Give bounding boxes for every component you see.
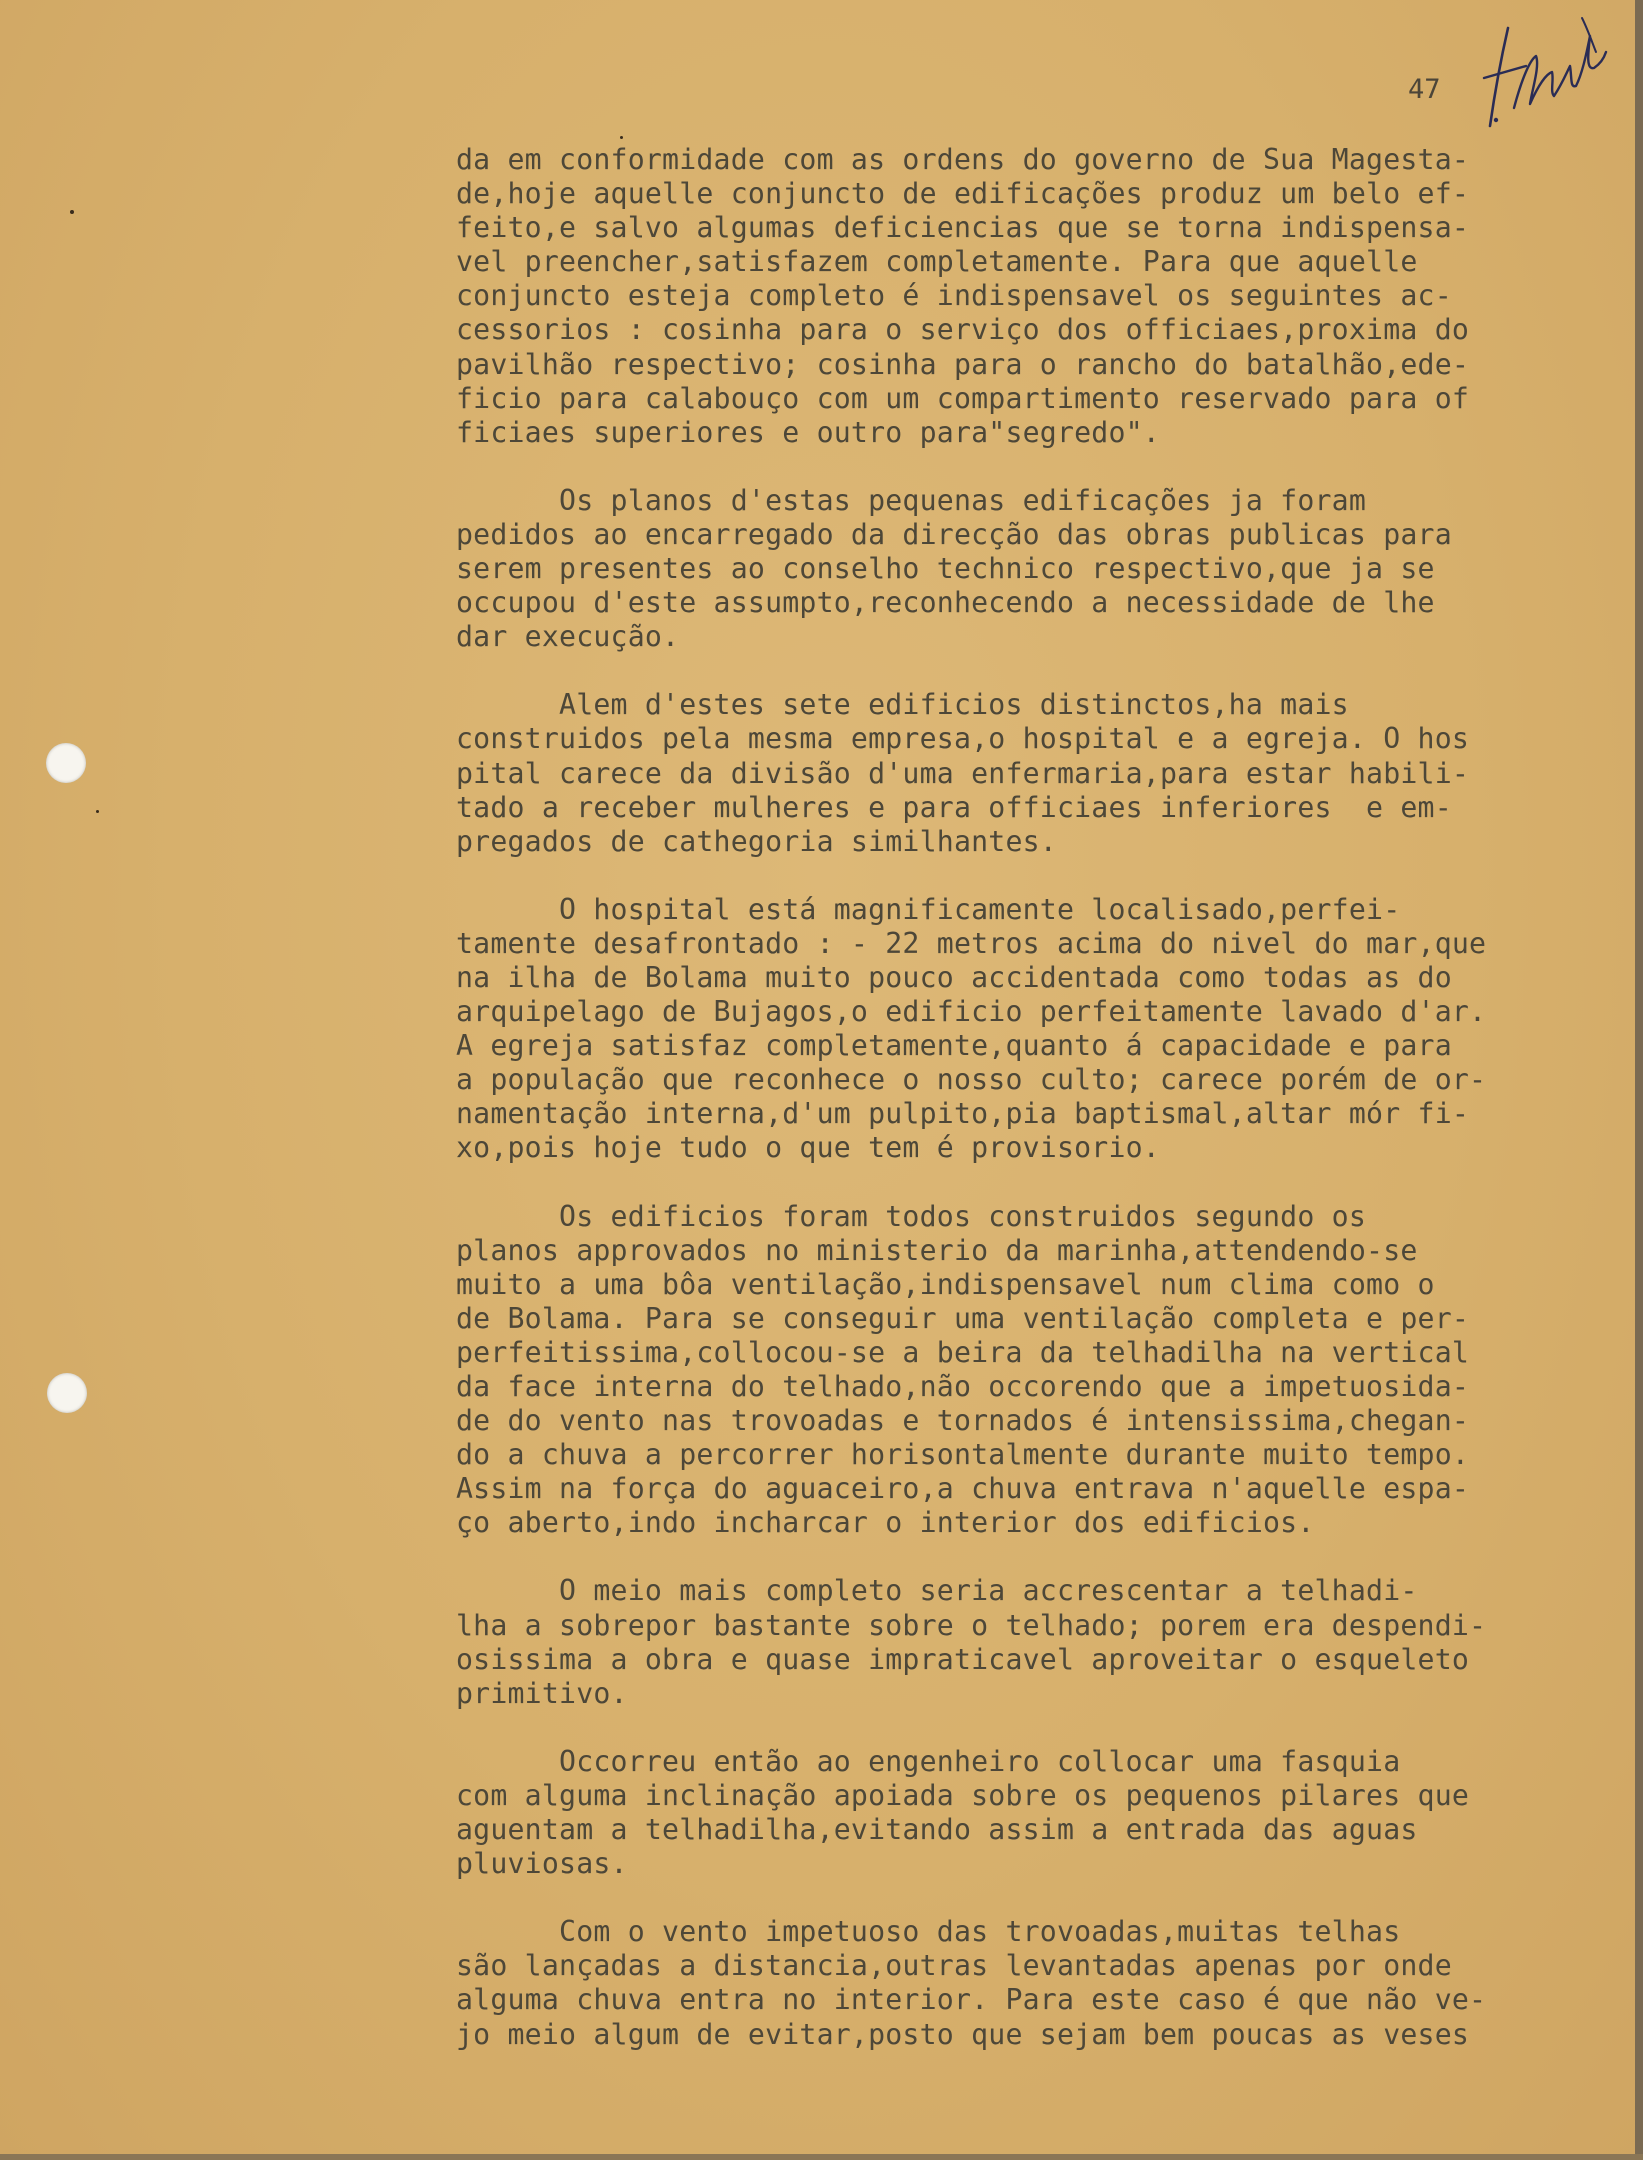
text-line: Os planos d'estas pequenas edificações ja foram <box>456 483 1367 517</box>
text-line: primitivo. <box>456 1676 628 1710</box>
text-line: perfeitissima,collocou-se a beira da telhadilha na vertical <box>456 1335 1470 1369</box>
typewritten-body <box>456 143 1636 2086</box>
text-line: construidos pela mesma empresa,o hospital e a egreja. O hos <box>456 722 1470 756</box>
text-line: a população que reconhece o nosso culto; carece porém de or- <box>456 1063 1487 1097</box>
text-line: dar execução. <box>456 620 680 654</box>
text-line: pluviosas. <box>456 1847 628 1881</box>
text-line: aguentam a telhadilha,evitando assim a entrada das aguas <box>456 1813 1418 1847</box>
text-line: pregados de cathegoria similhantes. <box>456 824 1057 858</box>
text-line: alguma chuva entra no interior. Para este caso é que não ve- <box>456 1983 1487 2017</box>
text-line: serem presentes ao conselho technico respectivo,que ja se <box>456 552 1435 586</box>
punch-hole-lower <box>47 1373 87 1413</box>
text-line: do a chuva a percorrer horisontalmente durante muito tempo. <box>456 1438 1470 1472</box>
text-line: muito a uma bôa ventilação,indispensavel num clima como o <box>456 1267 1435 1301</box>
text-line: planos approvados no ministerio da marinha,attendendo-se <box>456 1233 1418 1267</box>
page-edge-shadow <box>1635 0 1643 2160</box>
text-line: osissima a obra e quase impraticavel aproveitar o esqueleto <box>456 1642 1470 1676</box>
ink-speck <box>96 810 99 813</box>
paragraph-5 <box>456 1200 1636 1541</box>
punch-hole-upper <box>46 743 86 783</box>
text-line: ficiaes superiores e outro para"segredo". <box>456 415 1160 449</box>
text-line: jo meio algum de evitar,posto que sejam bem poucas as veses <box>456 2017 1470 2051</box>
ink-speck <box>70 210 74 214</box>
text-line: pedidos ao encarregado da direcção das obras publicas para <box>456 517 1452 551</box>
text-line: são lançadas a distancia,outras levantadas apenas por onde <box>456 1949 1452 1983</box>
text-line: cessorios : cosinha para o serviço dos officiaes,proxima do <box>456 313 1470 347</box>
paragraph-8 <box>456 1915 1636 2051</box>
paragraph-3 <box>456 688 1636 858</box>
text-line: tado a receber mulheres e para officiaes inferiores e em- <box>456 790 1452 824</box>
page-number: 47 <box>1408 74 1441 105</box>
handwritten-signature <box>1470 8 1610 138</box>
text-line: O meio mais completo seria accrescentar a telhadi- <box>456 1574 1418 1608</box>
text-line: namentação interna,d'um pulpito,pia baptismal,altar mór fi- <box>456 1097 1470 1131</box>
text-line: lha a sobrepor bastante sobre o telhado; porem era despendi- <box>456 1608 1487 1642</box>
text-line: Alem d'estes sete edificios distinctos,ha mais <box>456 688 1349 722</box>
text-line: na ilha de Bolama muito pouco accidentada como todas as do <box>456 960 1452 994</box>
text-line: conjuncto esteja completo é indispensavel os seguintes ac- <box>456 279 1452 313</box>
text-line: occupou d'este assumpto,reconhecendo a necessidade de lhe <box>456 586 1435 620</box>
text-line: Os edificios foram todos construidos segundo os <box>456 1199 1367 1233</box>
text-line: de,hoje aquelle conjuncto de edificações produz um belo ef- <box>456 177 1470 211</box>
text-line: da em conformidade com as ordens do governo de Sua Magesta- <box>456 143 1470 176</box>
page-bottom-edge <box>0 2154 1643 2160</box>
text-line: ficio para calabouço com um compartimento reservado para of <box>456 381 1470 415</box>
text-line: arquipelago de Bujagos,o edificio perfeitamente lavado d'ar. <box>456 995 1487 1029</box>
text-line: Occorreu então ao engenheiro collocar uma fasquia <box>456 1744 1401 1778</box>
text-line: tamente desafrontado : - 22 metros acima do nivel do mar,que <box>456 926 1487 960</box>
text-line: da face interna do telhado,não occorendo que a impetuosida- <box>456 1370 1470 1403</box>
text-line: O hospital está magnificamente localisado,perfei- <box>456 892 1401 926</box>
paragraph-1 <box>456 143 1636 450</box>
text-line: ço aberto,indo incharcar o interior dos edificios. <box>456 1506 1315 1540</box>
text-line: de Bolama. Para se conseguir uma ventilação completa e per- <box>456 1301 1470 1335</box>
paragraph-7 <box>456 1745 1636 1881</box>
text-line: de do vento nas trovoadas e tornados é intensissima,chegan- <box>456 1404 1470 1438</box>
text-line: pital carece da divisão d'uma enfermaria,para estar habili- <box>456 756 1470 790</box>
text-line: A egreja satisfaz completamente,quanto á capacidade e para <box>456 1029 1452 1063</box>
text-line: xo,pois hoje tudo o que tem é provisorio. <box>456 1131 1160 1165</box>
text-line: pavilhão respectivo; cosinha para o rancho do batalhão,ede- <box>456 347 1470 381</box>
text-line: Assim na força do aguaceiro,a chuva entrava n'aquelle espa- <box>456 1472 1470 1506</box>
paragraph-2 <box>456 484 1636 654</box>
ink-speck <box>620 136 623 139</box>
text-line: com alguma inclinação apoiada sobre os pequenos pilares que <box>456 1778 1470 1812</box>
paragraph-6 <box>456 1574 1636 1710</box>
paragraph-4 <box>456 893 1636 1166</box>
text-line: vel preencher,satisfazem completamente. Para que aquelle <box>456 245 1418 279</box>
text-line: feito,e salvo algumas deficiencias que se torna indispensa- <box>456 211 1470 245</box>
text-line: Com o vento impetuoso das trovoadas,muitas telhas <box>456 1915 1401 1949</box>
